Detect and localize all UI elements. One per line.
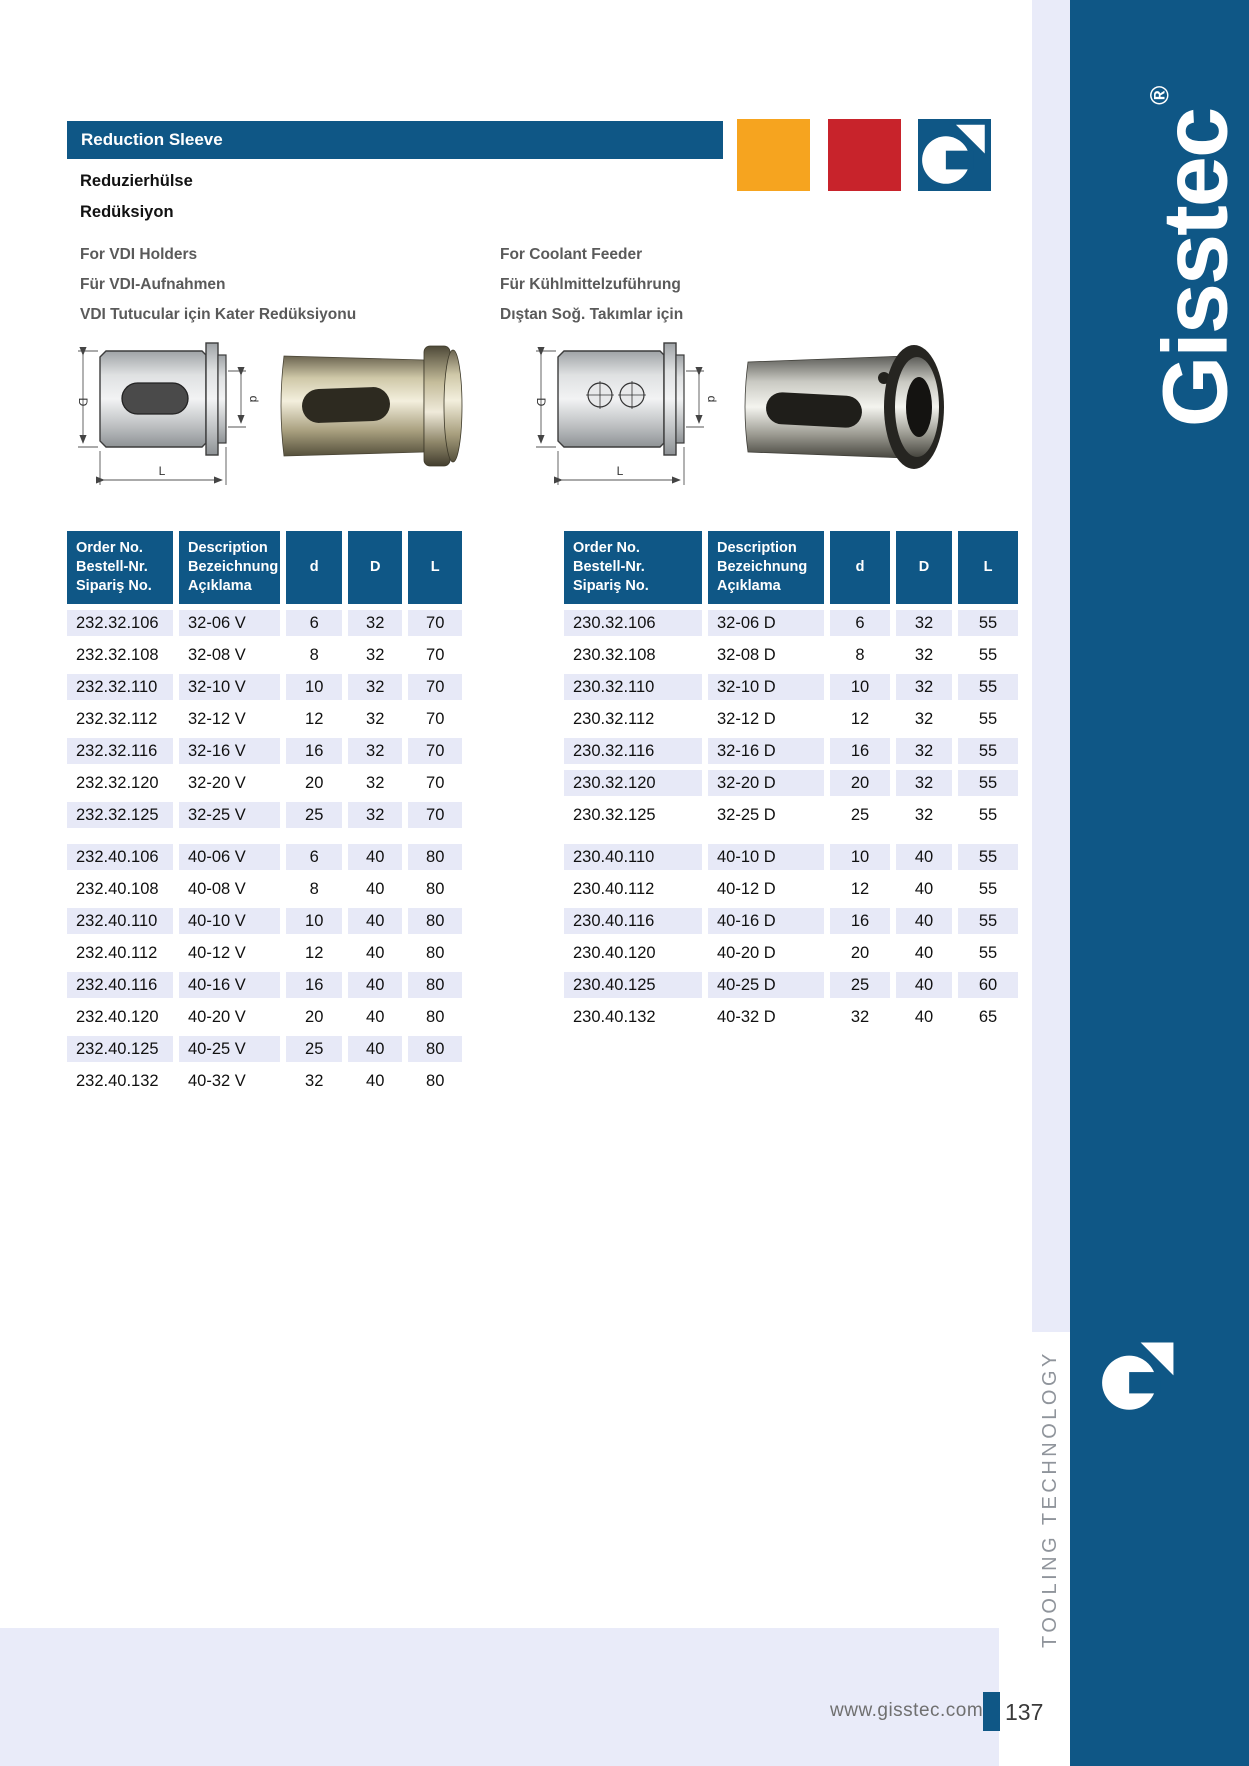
cell-description: 40-16 D [708,908,824,934]
cell-order: 232.32.120 [67,770,173,796]
cell-order: 232.32.108 [67,642,173,668]
cell-description: 32-25 V [179,802,280,828]
cell-D: 40 [348,1036,402,1062]
table-row [564,706,1018,732]
cell-description: 32-16 D [708,738,824,764]
dim-label-outer: D [534,397,548,407]
cell-D: 40 [896,908,952,934]
cell-L: 55 [958,674,1018,700]
logo-square [918,119,991,191]
cell-order: 230.32.112 [564,706,702,732]
cell-order: 230.32.110 [564,674,702,700]
section-title-bar [67,121,723,159]
cell-order: 232.32.116 [67,738,173,764]
cell-D: 32 [348,642,402,668]
col-header-description: Description Bezeichnung Açıklama [708,531,824,604]
cell-order: 230.40.125 [564,972,702,998]
cell-L: 70 [408,738,462,764]
subtitle-german: Reduzierhülse [80,172,193,190]
cell-description: 32-20 D [708,770,824,796]
cell-order: 232.40.112 [67,940,173,966]
table-row [564,1004,1018,1030]
cell-D: 40 [896,1004,952,1030]
cell-description: 40-32 V [179,1068,280,1094]
cell-d: 32 [830,1004,890,1030]
heading-en: For Coolant Feeder [500,246,643,263]
cell-D: 32 [896,674,952,700]
cell-d: 16 [830,738,890,764]
col-header-order: Order No. Bestell-Nr. Sipariş No. [67,531,173,604]
cell-L: 80 [408,1004,462,1030]
table-row [67,706,462,732]
cell-L: 80 [408,940,462,966]
cell-D: 40 [348,876,402,902]
heading-en: For VDI Holders [80,246,198,263]
cell-d: 12 [286,706,342,732]
registered-mark: ® [1144,85,1175,105]
col-header-order: Order No. Bestell-Nr. Sipariş No. [564,531,702,604]
cell-d: 8 [286,876,342,902]
cell-L: 65 [958,1004,1018,1030]
spec-table-vdi [61,525,468,1100]
table-header-row [564,531,1018,604]
cell-L: 55 [958,642,1018,668]
cell-order: 232.32.110 [67,674,173,700]
cell-d: 10 [830,844,890,870]
orange-square [737,119,810,191]
table-row [564,610,1018,636]
cell-D: 32 [896,738,952,764]
cell-L: 70 [408,770,462,796]
cell-D: 40 [896,844,952,870]
heading-tr: Dıştan Soğ. Takımlar için [500,306,684,323]
cell-d: 12 [830,876,890,902]
cell-D: 32 [896,642,952,668]
cell-description: 32-20 V [179,770,280,796]
cell-D: 40 [348,972,402,998]
cell-order: 230.40.112 [564,876,702,902]
cell-order: 232.40.106 [67,844,173,870]
technical-drawing-coolant [528,335,723,495]
subtitle-turkish: Redüksiyon [80,203,174,221]
table-row [67,972,462,998]
cell-L: 55 [958,876,1018,902]
cell-order: 232.40.108 [67,876,173,902]
cell-D: 40 [896,972,952,998]
table-row [564,844,1018,870]
cell-D: 32 [896,706,952,732]
cell-L: 55 [958,802,1018,828]
cell-order: 232.32.106 [67,610,173,636]
cell-d: 8 [286,642,342,668]
gisstec-g-icon [918,119,991,191]
col-header-description: Description Bezeichnung Açıklama [179,531,280,604]
dim-label-length: L [158,464,166,478]
col-header-L: L [408,531,462,604]
product-photo-vdi [272,340,472,472]
cell-order: 230.40.110 [564,844,702,870]
dim-label-inner: d [705,395,719,403]
cell-L: 55 [958,940,1018,966]
cell-d: 25 [830,802,890,828]
cell-D: 40 [348,1068,402,1094]
cell-d: 32 [286,1068,342,1094]
col-header-d: d [286,531,342,604]
page-number: 137 [1005,1699,1044,1725]
cell-L: 55 [958,908,1018,934]
cell-L: 70 [408,642,462,668]
cell-D: 32 [896,610,952,636]
cell-d: 25 [286,1036,342,1062]
brand-name: Gisstec [1144,108,1247,428]
cell-description: 40-12 D [708,876,824,902]
cell-d: 20 [830,770,890,796]
cell-D: 32 [348,770,402,796]
table-header-row [67,531,462,604]
table-row [67,1068,462,1094]
cell-description: 40-20 D [708,940,824,966]
cell-order: 232.32.125 [67,802,173,828]
cell-L: 70 [408,706,462,732]
cell-D: 40 [348,940,402,966]
cell-D: 32 [348,738,402,764]
cell-d: 16 [286,738,342,764]
cell-order: 232.40.116 [67,972,173,998]
vertical-tagline: TOOLING TECHNOLOGY [1039,1350,1061,1648]
cell-d: 8 [830,642,890,668]
cell-order: 230.40.116 [564,908,702,934]
cell-description: 40-20 V [179,1004,280,1030]
cell-description: 40-32 D [708,1004,824,1030]
cell-d: 16 [286,972,342,998]
cell-description: 40-10 D [708,844,824,870]
product-photo-coolant [738,332,960,478]
cell-L: 60 [958,972,1018,998]
cell-description: 40-12 V [179,940,280,966]
dim-label-length: L [616,464,624,478]
cell-description: 32-10 D [708,674,824,700]
cell-L: 80 [408,972,462,998]
cell-D: 40 [348,908,402,934]
table-row [564,908,1018,934]
cell-D: 32 [348,706,402,732]
dim-label-inner: d [247,395,261,403]
cell-order: 230.32.106 [564,610,702,636]
table-row [564,674,1018,700]
cell-description: 32-06 D [708,610,824,636]
cell-d: 10 [286,908,342,934]
table-row [564,642,1018,668]
cell-L: 55 [958,706,1018,732]
table-row [67,1004,462,1030]
cell-order: 232.40.110 [67,908,173,934]
cell-order: 232.40.132 [67,1068,173,1094]
col-header-L: L [958,531,1018,604]
table-row [564,738,1018,764]
cell-D: 40 [348,1004,402,1030]
cell-order: 232.40.120 [67,1004,173,1030]
website-url: www.gisstec.com [830,1700,984,1721]
table-row [67,642,462,668]
table-row [564,770,1018,796]
cell-order: 230.32.120 [564,770,702,796]
cell-L: 55 [958,844,1018,870]
cell-d: 12 [830,706,890,732]
cell-L: 80 [408,908,462,934]
cell-L: 80 [408,876,462,902]
cell-description: 32-25 D [708,802,824,828]
heading-tr: VDI Tutucular için Kater Redüksiyonu [80,306,357,323]
cell-order: 232.32.112 [67,706,173,732]
cell-d: 20 [286,770,342,796]
cell-L: 80 [408,1036,462,1062]
cell-D: 32 [348,802,402,828]
cell-description: 40-08 V [179,876,280,902]
brand-logotype [1070,42,1249,472]
red-square [828,119,901,191]
col-header-D: D [896,531,952,604]
cell-d: 12 [286,940,342,966]
cell-L: 80 [408,844,462,870]
table-row [67,844,462,870]
heading-de: Für Kühlmittelzuführung [500,276,681,293]
dim-label-outer: D [76,397,90,407]
cell-description: 40-16 V [179,972,280,998]
cell-description: 32-10 V [179,674,280,700]
cell-description: 40-25 V [179,1036,280,1062]
cell-d: 6 [286,844,342,870]
cell-order: 230.32.116 [564,738,702,764]
cell-d: 10 [286,674,342,700]
cell-d: 25 [830,972,890,998]
table-row [67,876,462,902]
cell-d: 20 [286,1004,342,1030]
cell-description: 32-06 V [179,610,280,636]
cell-order: 230.40.120 [564,940,702,966]
cell-description: 32-16 V [179,738,280,764]
page-title: Reduction Sleeve [81,130,223,149]
cell-L: 55 [958,738,1018,764]
cell-d: 10 [830,674,890,700]
cell-D: 40 [348,844,402,870]
cell-order: 232.40.125 [67,1036,173,1062]
gisstec-g-icon [1098,1336,1180,1418]
cell-d: 6 [830,610,890,636]
cell-L: 70 [408,610,462,636]
cell-order: 230.32.108 [564,642,702,668]
cell-L: 55 [958,610,1018,636]
cell-D: 40 [896,940,952,966]
table-row [67,802,462,828]
table-row [564,802,1018,828]
cell-D: 40 [896,876,952,902]
cell-d: 25 [286,802,342,828]
cell-order: 230.40.132 [564,1004,702,1030]
right-section-heading [500,240,683,330]
table-row [67,610,462,636]
left-section-heading [80,240,356,330]
spec-table-coolant [558,525,1024,1036]
cell-description: 40-25 D [708,972,824,998]
table-row [67,908,462,934]
table-row [67,940,462,966]
cell-D: 32 [348,674,402,700]
cell-d: 16 [830,908,890,934]
table-row [67,770,462,796]
cell-d: 6 [286,610,342,636]
table-row [67,1036,462,1062]
side-accent-strip [1032,0,1070,1332]
footer-band [0,1628,999,1766]
cell-description: 32-08 D [708,642,824,668]
col-header-D: D [348,531,402,604]
technical-drawing-vdi [70,335,265,495]
cell-D: 32 [896,802,952,828]
cell-D: 32 [896,770,952,796]
heading-de: Für VDI-Aufnahmen [80,276,226,293]
table-row [564,940,1018,966]
cell-L: 80 [408,1068,462,1094]
cell-order: 230.32.125 [564,802,702,828]
cell-D: 32 [348,610,402,636]
table-row [564,972,1018,998]
table-row [564,876,1018,902]
cell-description: 40-10 V [179,908,280,934]
cell-description: 40-06 V [179,844,280,870]
cell-d: 20 [830,940,890,966]
cell-description: 32-12 D [708,706,824,732]
cell-description: 32-08 V [179,642,280,668]
cell-L: 70 [408,674,462,700]
col-header-d: d [830,531,890,604]
cell-description: 32-12 V [179,706,280,732]
cell-L: 70 [408,802,462,828]
table-row [67,674,462,700]
table-row [67,738,462,764]
cell-L: 55 [958,770,1018,796]
page-number-marker [983,1692,1000,1731]
